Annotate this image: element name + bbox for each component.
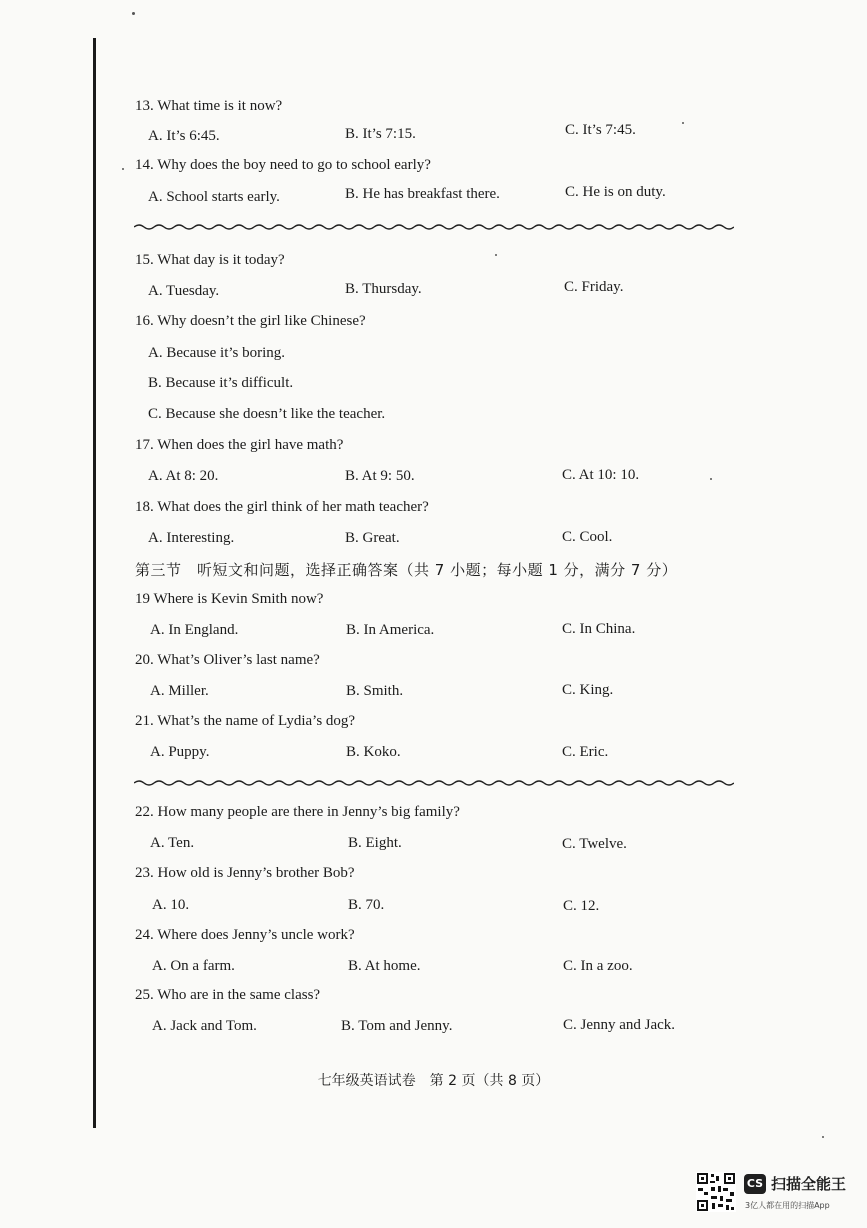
camscanner-logo: CS bbox=[744, 1174, 766, 1194]
option-24-a: A. On a farm. bbox=[152, 958, 235, 974]
question-22: 22. How many people are there in Jenny’s big family? bbox=[135, 804, 460, 820]
scanner-app-name: 扫描全能王 bbox=[771, 1175, 847, 1193]
question-14: 14. Why does the boy need to go to school early? bbox=[135, 157, 431, 173]
option-25-a: A. Jack and Tom. bbox=[152, 1018, 257, 1034]
option-15-c: C. Friday. bbox=[564, 279, 624, 295]
question-18: 18. What does the girl think of her math teacher? bbox=[135, 499, 429, 515]
question-19: 19 Where is Kevin Smith now? bbox=[135, 591, 324, 607]
option-25-b: B. Tom and Jenny. bbox=[341, 1018, 453, 1034]
option-16-a: A. Because it’s boring. bbox=[148, 345, 286, 361]
option-18-c: C. Cool. bbox=[562, 529, 613, 545]
option-19-a: A. In England. bbox=[150, 622, 239, 638]
option-17-c: C. At 10: 10. bbox=[562, 467, 640, 483]
qr-code-icon bbox=[696, 1172, 736, 1212]
question-21: 21. What’s the name of Lydia’s dog? bbox=[135, 713, 356, 729]
option-22-b: B. Eight. bbox=[348, 835, 402, 851]
option-23-a: A. 10. bbox=[152, 897, 190, 913]
scan-speck bbox=[132, 12, 135, 15]
option-22-a: A. Ten. bbox=[150, 835, 195, 851]
scan-speck bbox=[495, 254, 497, 256]
option-17-b: B. At 9: 50. bbox=[345, 468, 415, 484]
wavy-divider bbox=[134, 778, 734, 786]
option-22-c: C. Twelve. bbox=[562, 836, 627, 852]
option-24-b: B. At home. bbox=[348, 958, 421, 974]
option-20-a: A. Miller. bbox=[150, 683, 209, 699]
question-23: 23. How old is Jenny’s brother Bob? bbox=[135, 865, 355, 881]
option-13-c: C. It’s 7:45. bbox=[565, 122, 636, 138]
wavy-divider bbox=[134, 222, 734, 230]
option-23-b: B. 70. bbox=[348, 897, 385, 913]
question-13: 13. What time is it now? bbox=[135, 98, 283, 114]
option-18-a: A. Interesting. bbox=[148, 530, 235, 546]
question-16: 16. Why doesn’t the girl like Chinese? bbox=[135, 313, 366, 329]
option-13-b: B. It’s 7:15. bbox=[345, 126, 416, 142]
option-24-c: C. In a zoo. bbox=[563, 958, 633, 974]
option-15-a: A. Tuesday. bbox=[148, 283, 220, 299]
option-13-a: A. It’s 6:45. bbox=[148, 128, 220, 144]
page-footer: 七年级英语试卷 第 2 页（共 8 页） bbox=[317, 1073, 550, 1089]
option-25-c: C. Jenny and Jack. bbox=[563, 1017, 676, 1033]
question-20: 20. What’s Oliver’s last name? bbox=[135, 652, 320, 668]
option-18-b: B. Great. bbox=[345, 530, 400, 546]
option-16-c: C. Because she doesn’t like the teacher. bbox=[148, 406, 386, 422]
scan-speck bbox=[682, 122, 684, 124]
question-24: 24. Where does Jenny’s uncle work? bbox=[135, 927, 355, 943]
scanner-tagline: 3亿人都在用的扫描App bbox=[745, 1201, 830, 1210]
option-15-b: B. Thursday. bbox=[345, 281, 422, 297]
scan-speck bbox=[710, 478, 712, 480]
option-21-c: C. Eric. bbox=[562, 744, 609, 760]
binding-line bbox=[93, 38, 96, 1128]
option-17-a: A. At 8: 20. bbox=[148, 468, 219, 484]
option-20-b: B. Smith. bbox=[346, 683, 404, 699]
question-15: 15. What day is it today? bbox=[135, 252, 285, 268]
scan-speck bbox=[122, 168, 124, 170]
question-17: 17. When does the girl have math? bbox=[135, 437, 344, 453]
option-14-c: C. He is on duty. bbox=[565, 184, 666, 200]
option-14-a: A. School starts early. bbox=[148, 189, 280, 205]
section-3-title: 第三节 听短文和问题，选择正确答案（共 7 小题；每小题 1 分，满分 7 分） bbox=[135, 561, 678, 579]
option-14-b: B. He has breakfast there. bbox=[345, 186, 500, 202]
option-19-c: C. In China. bbox=[562, 621, 636, 637]
option-21-a: A. Puppy. bbox=[150, 744, 210, 760]
option-23-c: C. 12. bbox=[563, 898, 600, 914]
option-16-b: B. Because it’s difficult. bbox=[148, 375, 294, 391]
option-21-b: B. Koko. bbox=[346, 744, 401, 760]
question-25: 25. Who are in the same class? bbox=[135, 987, 321, 1003]
scan-speck bbox=[822, 1136, 824, 1138]
option-20-c: C. King. bbox=[562, 682, 614, 698]
option-19-b: B. In America. bbox=[346, 622, 435, 638]
